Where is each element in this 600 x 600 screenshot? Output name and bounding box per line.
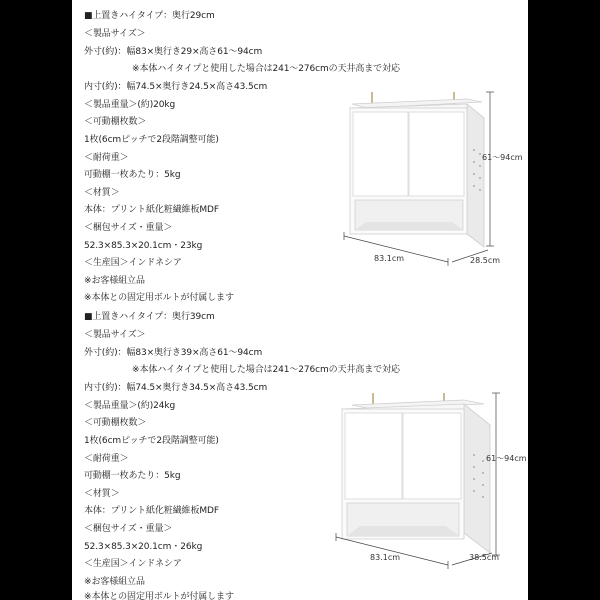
spec-line: ＜生産国＞インドネシア	[84, 559, 182, 569]
spec-line: ＜梱包サイズ・重量＞	[84, 524, 173, 534]
height-dimension-label: 61～94cm	[482, 153, 523, 162]
spec-section-39cm	[72, 305, 528, 600]
depth-dimension-label: 38.5cm	[469, 553, 500, 562]
spec-line: ＜製品サイズ＞	[84, 330, 146, 340]
spec-line: 内寸(約)：幅74.5×奥行き24.5×高さ43.5cm	[84, 82, 268, 92]
spec-line: ＜耐荷重＞	[84, 454, 129, 464]
spec-line: 本体：プリント紙化粧繊維板MDF	[84, 205, 219, 215]
spec-line: 1枚(6cmピッチで2段階調整可能)	[84, 135, 219, 145]
spec-line: 1枚(6cmピッチで2段階調整可能)	[84, 436, 219, 446]
width-dimension-label: 83.1cm	[370, 553, 401, 562]
spec-line: 内寸(約)：幅74.5×奥行き34.5×高さ43.5cm	[84, 383, 268, 393]
spec-line: ＜耐荷重＞	[84, 153, 129, 163]
depth-dimension-label: 28.5cm	[470, 256, 501, 265]
spec-line: ＜材質＞	[84, 489, 120, 499]
spec-line: 52.3×85.3×20.1cm・26kg	[84, 542, 203, 552]
spec-note: ※本体ハイタイプと使用した場合は241～276cmの天井高まで対応	[132, 365, 400, 375]
width-dimension-label: 83.1cm	[374, 254, 405, 263]
spec-note: ※本体ハイタイプと使用した場合は241～276cmの天井高まで対応	[132, 64, 400, 74]
spec-line: 52.3×85.3×20.1cm・23kg	[84, 241, 203, 251]
spec-section-29cm	[72, 0, 528, 303]
section-title: ■上置きハイタイプ：奥行39cm	[84, 312, 215, 322]
spec-line: ＜製品サイズ＞	[84, 29, 146, 39]
spec-line: 本体：プリント紙化粧繊維板MDF	[84, 506, 219, 516]
spec-line: 外寸(約)：幅83×奥行き29×高さ61～94cm	[84, 47, 263, 57]
spec-line: ＜可動棚枚数＞	[84, 117, 147, 127]
spec-line: ＜製品重量＞(約)20kg	[84, 100, 176, 110]
cabinet-illustration-29cm	[72, 0, 528, 300]
product-spec-sheet	[72, 0, 528, 600]
spec-line: ※本体との固定用ボルトが付属します	[84, 592, 234, 600]
section-title: ■上置きハイタイプ：奥行29cm	[84, 11, 215, 21]
spec-line: ※お客様組立品	[84, 276, 145, 286]
spec-line: 可動棚一枚あたり：5kg	[84, 471, 181, 481]
spec-line: ＜生産国＞インドネシア	[84, 258, 182, 268]
spec-line: ＜材質＞	[84, 188, 120, 198]
cabinet-illustration-39cm	[72, 305, 528, 600]
spec-line: ※本体との固定用ボルトが付属します	[84, 293, 234, 303]
spec-line: ＜梱包サイズ・重量＞	[84, 223, 173, 233]
spec-line: ＜可動棚枚数＞	[84, 418, 147, 428]
height-dimension-label: 61～94cm	[486, 454, 527, 463]
spec-line: 外寸(約)：幅83×奥行き39×高さ61～94cm	[84, 348, 263, 358]
spec-line: ※お客様組立品	[84, 577, 145, 587]
spec-line: 可動棚一枚あたり：5kg	[84, 170, 181, 180]
spec-line: ＜製品重量＞(約)24kg	[84, 401, 176, 411]
